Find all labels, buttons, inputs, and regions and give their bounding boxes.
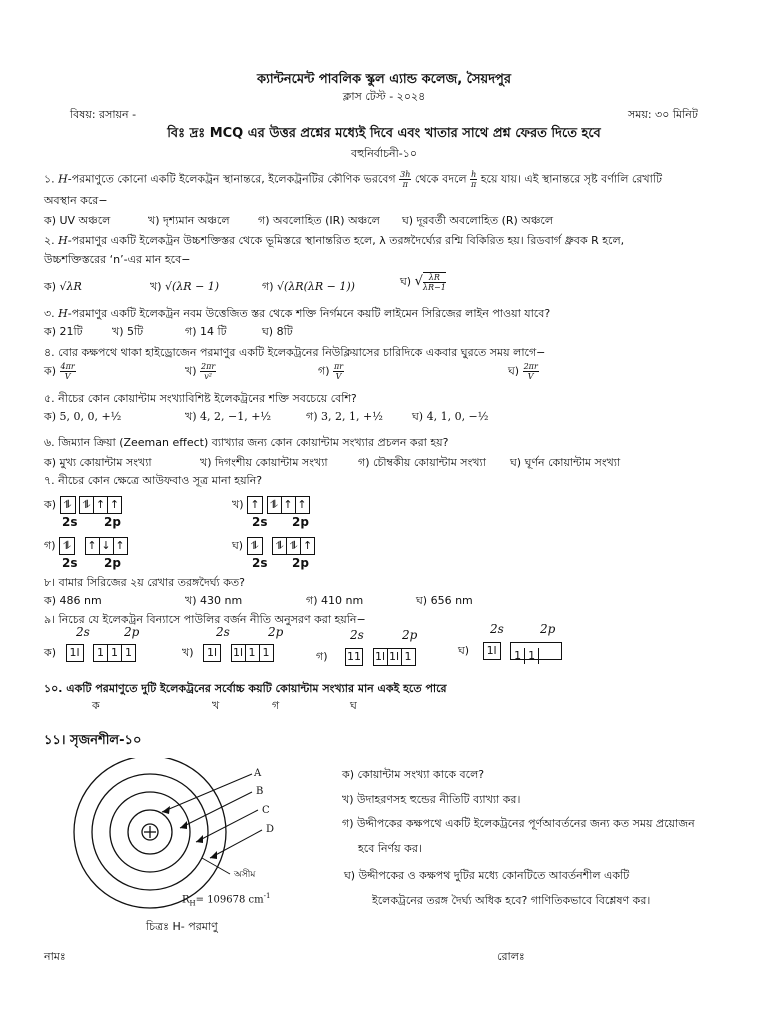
figure-caption: চিত্রঃ H- পরমাণু (146, 920, 218, 933)
q9c-2s-label: 2s (350, 628, 364, 642)
q1-option-a[interactable]: ক) UV অঞ্চলে (44, 214, 111, 227)
q1-option-b[interactable]: খ) দৃশ্যমান অঞ্চলে (148, 214, 230, 227)
q3-text: ৩. H-পরমাণুর একটি ইলেকট্রন নবম উত্তেজিত স্তর থেকে শক্তি নির্গমনে কয়টি লাইমেন সিরিজের লাইন পাওয়া যাবে? (44, 307, 551, 320)
orbital-box-2p: ↑ ↓ ↑ (85, 537, 128, 555)
arrowhead-d (210, 851, 217, 859)
orbital-box-2p: ⥮ ↑ ↑ (267, 496, 310, 514)
orbital-box-2s: 1l (203, 644, 221, 662)
q9b-2s-label: 2s (216, 625, 230, 639)
infinity-label: অসীম (234, 870, 256, 880)
q4-option-a[interactable]: ক) $\frac{4\pi r}{V}$ (44, 362, 75, 381)
label-c: C (262, 805, 270, 816)
q6-option-b[interactable]: খ) দিগংশীয় কোয়ান্টাম সংখ্যা (200, 456, 328, 469)
orbital-box-2p: 1 1 1 (93, 644, 136, 662)
q6-text: ৬. জিম্যান ক্রিয়া (Zeeman effect) ব্যাখ্যার জন্য কোন কোয়ান্টাম সংখ্যার প্রচলন করা হয়? (44, 436, 449, 449)
subject-label: বিষয়: রসায়ন - (70, 108, 137, 121)
q3-option-b[interactable]: খ) 5টি (112, 325, 144, 338)
orbital-box-2s: 1l (483, 642, 501, 660)
q10-option-a[interactable]: ক (92, 699, 100, 712)
q7c-2p-label: 2p (104, 556, 121, 570)
orbital-box-2p: 1l 1l 1 (373, 648, 416, 666)
q10-text: ১০. একটি পরমাণুতে দুটি ইলেকট্রনের সর্বোচ্চ কয়টি কোয়ান্টাম সংখ্যার মান একই হতে পারে (44, 682, 447, 695)
q2-option-d[interactable]: ঘ) √ $\frac{\lambda R}{\lambda R-1}$ (400, 273, 446, 292)
q8-option-b[interactable]: খ) 430 nm (185, 594, 243, 607)
q6-option-c[interactable]: গ) চৌম্বকীয় কোয়ান্টাম সংখ্যা (358, 456, 486, 469)
q7-option-a[interactable]: ক) ⥮ ⥮ ↑ ↑ (44, 496, 122, 515)
q8-option-c[interactable]: গ) 410 nm (306, 594, 364, 607)
q3-option-d[interactable]: ঘ) 8টি (262, 325, 293, 338)
label-d: D (266, 824, 275, 835)
q7-option-d[interactable]: ঘ) ⥮ ⥮ ⥮ ↑ (232, 537, 315, 556)
q5-option-c[interactable]: গ) 3, 2, 1, +½ (306, 410, 383, 423)
q7a-2p-label: 2p (104, 515, 121, 529)
orbital-box-2s: 1l (66, 644, 84, 662)
q9-option-b[interactable]: খ) 1l 1l 1 1 (182, 644, 274, 663)
q1-option-c[interactable]: গ) অবলোহিত (IR) অঞ্চলে (258, 214, 380, 227)
q2-line2: উচ্চশক্তিস্তরের ‘n’-এর মান হবে− (44, 253, 191, 266)
q6-option-d[interactable]: ঘ) ঘূর্ণন কোয়ান্টাম সংখ্যা (510, 456, 621, 469)
orbital-box-2p: 1 1 (510, 642, 562, 660)
notice: বিঃ দ্রঃ MCQ এর উত্তর প্রশ্নের মধ্যেই দিবে এবং খাতার সাথে প্রশ্ন ফেরত দিতে হবে (167, 126, 601, 141)
arrow-infinity (202, 858, 230, 874)
q5-option-a[interactable]: ক) 5, 0, 0, +½ (44, 410, 122, 423)
q6-option-a[interactable]: ক) মুখ্য কোয়ান্টাম সংখ্যা (44, 456, 152, 469)
q9a-2s-label: 2s (76, 625, 90, 639)
q7a-2s-label: 2s (62, 515, 78, 529)
mcq-section-title: বহুনির্বাচনী-১০ (350, 147, 418, 160)
orbital-box-2s: ⥮ (247, 537, 263, 555)
q5-option-b[interactable]: খ) 4, 2, −1, +½ (185, 410, 272, 423)
arrowhead-c (196, 835, 203, 843)
orbital-box-2p: 1l 1 1 (231, 644, 274, 662)
q1-line2: অবস্থান করে− (44, 194, 108, 207)
orbital-box-2s: ⥮ (60, 496, 76, 514)
arrow-b (180, 792, 252, 828)
q2-line1: ২. H-পরমাণুর একটি ইলেকট্রন উচ্চশক্তিস্তর থেকে ভূমিস্তরে স্থানান্তরিত হলে, λ তরঙ্গদৈর্ঘ্যের রশ্মি বিকিরিত হয়। রিডবার্গ ধ্রুবক R হলে, (44, 234, 625, 247)
q8-option-a[interactable]: ক) 486 nm (44, 594, 102, 607)
q7c-2s-label: 2s (62, 556, 78, 570)
q8-option-d[interactable]: ঘ) 656 nm (416, 594, 473, 607)
name-field-label: নামঃ (44, 950, 66, 963)
orbital-box-2p: ⥮ ⥮ ↑ (272, 537, 315, 555)
q7d-2p-label: 2p (292, 556, 309, 570)
orbital-box-2s: 11 (345, 648, 363, 666)
q7-option-c[interactable]: গ) ⥮ ↑ ↓ ↑ (44, 537, 128, 556)
q4-text: ৪. বোর কক্ষপথে থাকা হাইড্রোজেন পরমাণুর একটি ইলেকট্রনের নিউক্লিয়াসের চারিদিকে একবার ঘুরতে সময় লাগে− (44, 346, 546, 359)
q9a-2p-label: 2p (124, 625, 140, 639)
q7-text: ৭. নীচের কোন ক্ষেত্রে আউফবাও সূত্র মানা হয়নি? (44, 474, 263, 487)
q10-option-d[interactable]: ঘ (350, 699, 357, 712)
q10-option-b[interactable]: খ (212, 699, 220, 712)
q9-option-c[interactable]: গ) 11 1l 1l 1 (316, 648, 416, 667)
exam-title: ক্লাস টেস্ট - ২০২৪ (342, 90, 426, 103)
q9-text: ৯। নিচের যে ইলেকট্রন বিন্যাসে পাউলির বর্জন নীতি অনুসরণ করা হয়নি− (44, 613, 366, 626)
q9d-2p-label: 2p (540, 622, 556, 636)
q1-option-d[interactable]: ঘ) দূরবর্তী অবলোহিত (R) অঞ্চলে (402, 214, 554, 227)
creative-q-d-line1: ঘ) উদ্দীপকের ও কক্ষপথ দুটির মধ্যে কোনটিতে আবর্তনশীল একটি (344, 869, 630, 882)
label-a: A (254, 768, 262, 779)
q2-option-a[interactable]: ক) √λR (44, 280, 82, 293)
q9-option-d[interactable]: ঘ) 1l 1 1 (458, 642, 562, 661)
q8-text: ৮। বামার সিরিজের ২য় রেখার তরঙ্গদৈর্ঘ্য কত? (44, 576, 246, 589)
school-name: ক্যান্টনমেন্ট পাবলিক স্কুল এ্যান্ড কলেজ, সৈয়দপুর (257, 72, 511, 87)
orbital-box-2s: ⥮ (59, 537, 75, 555)
q7d-2s-label: 2s (252, 556, 268, 570)
q2-option-b[interactable]: খ) √(λR − 1) (150, 280, 220, 293)
q4-option-c[interactable]: গ) $\frac{\pi r}{V}$ (318, 362, 344, 381)
q5-text: ৫. নীচের কোন কোয়ান্টাম সংখ্যাবিশিষ্ট ইলেকট্রনের শক্তি সবচেয়ে বেশি? (44, 392, 357, 405)
q7b-2s-label: 2s (252, 515, 268, 529)
arrow-d (210, 830, 262, 858)
q10-option-c[interactable]: গ (272, 699, 280, 712)
creative-q-c-line2: হবে নির্ণয় কর। (358, 842, 422, 855)
q9d-2s-label: 2s (490, 622, 504, 636)
q7-option-b[interactable]: খ) ↑ ⥮ ↑ ↑ (232, 496, 310, 515)
q4-option-d[interactable]: ঘ) $\frac{2\pi r}{V}$ (508, 362, 538, 381)
q9-option-a[interactable]: ক) 1l 1 1 1 (44, 644, 136, 663)
rydberg-constant: $R_H= 109678$ $cm^{-1}$ (182, 892, 271, 908)
arrowhead-b (180, 821, 187, 829)
q5-option-d[interactable]: ঘ) 4, 1, 0, −½ (412, 410, 489, 423)
label-b: B (256, 786, 264, 797)
orbital-box-2p: ⥮ ↑ ↑ (79, 496, 122, 514)
time-label: সময়: ৩০ মিনিট (628, 108, 698, 121)
q7b-2p-label: 2p (292, 515, 309, 529)
orbital-box-2s: ↑ (247, 496, 263, 514)
creative-title: ১১। সৃজনশীল-১০ (44, 733, 142, 748)
q3-option-a[interactable]: ক) 21টি (44, 325, 83, 338)
q3-option-c[interactable]: গ) 14 টি (185, 325, 227, 338)
creative-q-d-line2: ইলেকট্রনের তরঙ্গ দৈর্ঘ্য অধিক হবে? গাণিতিকভাবে বিশ্লেষণ কর। (372, 894, 651, 907)
q2-option-c[interactable]: গ) √(λR(λR − 1)) (262, 280, 355, 293)
q1-line1: ১. H-পরমাণুতে কোনো একটি ইলেকট্রন স্থানান্তরে, ইলেকট্রনটির কৌণিক ভরবেগ $\frac{3h}{\pi}$ থেকে বদলে $\frac{h}{\pi}$ হয়ে যায়। এই স্থানান্তরে সৃষ্ট বর্ণালি রেখাটি (44, 170, 662, 189)
q9c-2p-label: 2p (402, 628, 418, 642)
roll-field-label: রোলঃ (497, 950, 525, 963)
q9b-2p-label: 2p (268, 625, 284, 639)
arrowhead-a (162, 806, 170, 814)
creative-q-b: খ) উদাহরণসহ হুন্ডের নীতিটি ব্যাখ্যা কর। (342, 793, 521, 806)
q4-option-b[interactable]: খ) $\frac{2\pi r}{\text{v²}}$ (185, 362, 216, 381)
creative-q-c-line1: গ) উদ্দীপকের কক্ষপথে একটি ইলেকট্রনের পূর্ণআবর্তনের জন্য কত সময় প্রয়োজন (342, 817, 695, 830)
creative-q-a: ক) কোয়ান্টাম সংখ্যা কাকে বলে? (342, 768, 485, 781)
